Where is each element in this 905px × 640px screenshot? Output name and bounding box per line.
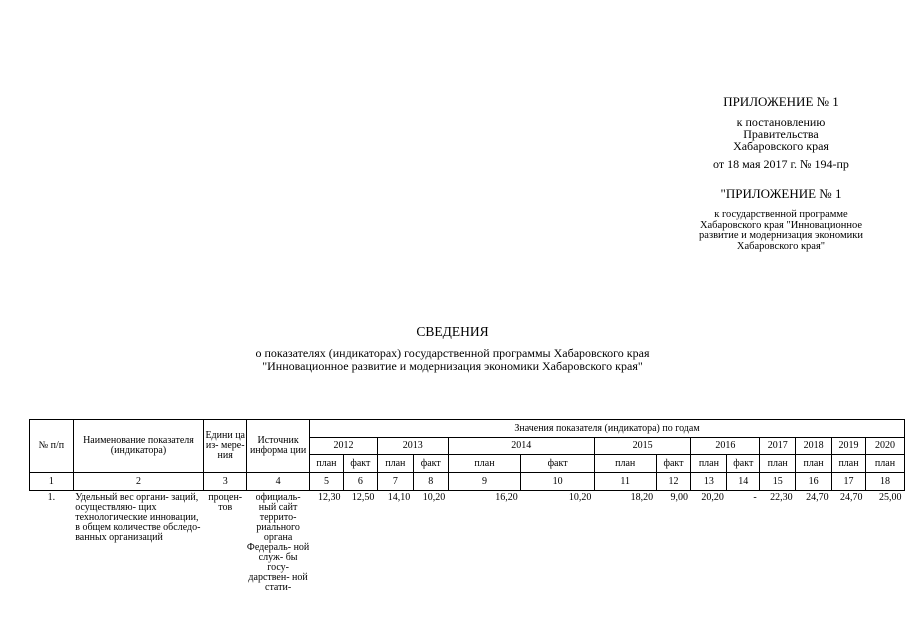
plan-header: план [832,455,866,473]
plan-header: план [377,455,413,473]
header-num: № п/п [30,420,74,473]
col-number: 14 [727,473,760,491]
col-number: 9 [448,473,521,491]
col-number: 4 [247,473,310,491]
col-number: 17 [832,473,866,491]
header-values: Значения показателя (индикатора) по годам [310,420,905,438]
appendix-1-date: от 18 мая 2017 г. № 194-пр [713,157,849,171]
document-subtitle-line2: "Инновационное развитие и модернизация экономики Хабаровского края" [262,358,643,373]
indicators-table [29,419,905,628]
value-2013-fact: 10,20 [422,492,446,503]
appendix-2-line3: развитие и модернизация экономики [699,230,863,241]
appendix-1-title: ПРИЛОЖЕНИЕ № 1 [723,94,839,109]
year-2015: 2015 [594,438,691,455]
col-number: 12 [656,473,691,491]
year-2012: 2012 [310,438,378,455]
document-subtitle [0,347,905,372]
value-2012-fact: 12,50 [351,492,375,503]
appendix-1-line2: Правительства [743,127,819,141]
header-unit: Едини ца из- мере- ния [204,420,247,473]
document-title: СВЕДЕНИЯ [416,324,489,339]
col-number: 3 [204,473,247,491]
value-2018-plan: 24,70 [806,492,829,503]
row-source: официаль- ный сайт террито- риального органа Федераль- ной служ- бы госу- дарствен- ной стати- [246,492,310,593]
table-row [30,491,905,629]
value-2012-plan: 12,30 [317,492,341,503]
plan-header: план [796,455,832,473]
fact-header: факт [343,455,377,473]
year-2014: 2014 [448,438,594,455]
col-number: 10 [521,473,595,491]
col-number: 11 [594,473,656,491]
col-number: 6 [343,473,377,491]
col-number: 1 [30,473,74,491]
col-number: 5 [310,473,344,491]
year-2020: 2020 [865,438,904,455]
fact-header: факт [727,455,760,473]
plan-header: план [310,455,344,473]
year-2016: 2016 [691,438,760,455]
appendix-2-line2: Хабаровского края "Инновационное [699,219,863,231]
col-number: 7 [377,473,413,491]
appendix-2-line1: к государственной программе [714,209,848,220]
value-2019-plan: 24,70 [839,492,863,503]
col-number: 18 [865,473,904,491]
col-number: 16 [796,473,832,491]
value-2016-plan: 20,20 [701,492,724,503]
value-2016-fact: - [753,492,757,503]
year-2018: 2018 [796,438,832,455]
plan-header: план [594,455,656,473]
header-source: Источник информа ции [247,420,310,473]
appendix-2-title: "ПРИЛОЖЕНИЕ № 1 [720,186,842,201]
plan-header: план [691,455,727,473]
appendix-1-subtitle [672,116,890,152]
row-unit: процен- тов [208,492,243,513]
plan-header: план [865,455,904,473]
appendix-1-line3: Хабаровского края [733,139,829,153]
year-2019: 2019 [832,438,866,455]
value-2014-fact: 10,20 [568,492,592,503]
value-2014-plan: 16,20 [495,492,518,503]
value-2013-plan: 14,10 [387,492,411,503]
value-2020-plan: 25,00 [879,492,902,503]
row-name: Удельный вес органи- заций, осуществляю- щих технологические инновации, в общем количестве обследо- ванных организаций [75,492,201,543]
col-number: 13 [691,473,727,491]
fact-header: факт [521,455,595,473]
fact-header: факт [656,455,691,473]
document-subtitle-line1: о показателях (индикаторах) государственной программы Хабаровского края [255,346,650,360]
header-name: Наименование показателя (индикатора) [73,420,204,473]
year-2013: 2013 [377,438,448,455]
appendix-1-line1: к постановлению [736,115,826,129]
plan-header: план [448,455,521,473]
col-number: 8 [413,473,448,491]
fact-header: факт [413,455,448,473]
col-number: 2 [73,473,204,491]
col-number: 15 [760,473,796,491]
appendix-2-subtitle [672,210,890,252]
year-2017: 2017 [760,438,796,455]
value-2017-plan: 22,30 [770,492,793,503]
value-2015-fact: 9,00 [670,492,688,503]
value-2015-plan: 18,20 [630,492,654,503]
appendix-2-line4: Хабаровского края" [736,240,826,252]
plan-header: план [760,455,796,473]
row-num: 1. [47,492,56,503]
